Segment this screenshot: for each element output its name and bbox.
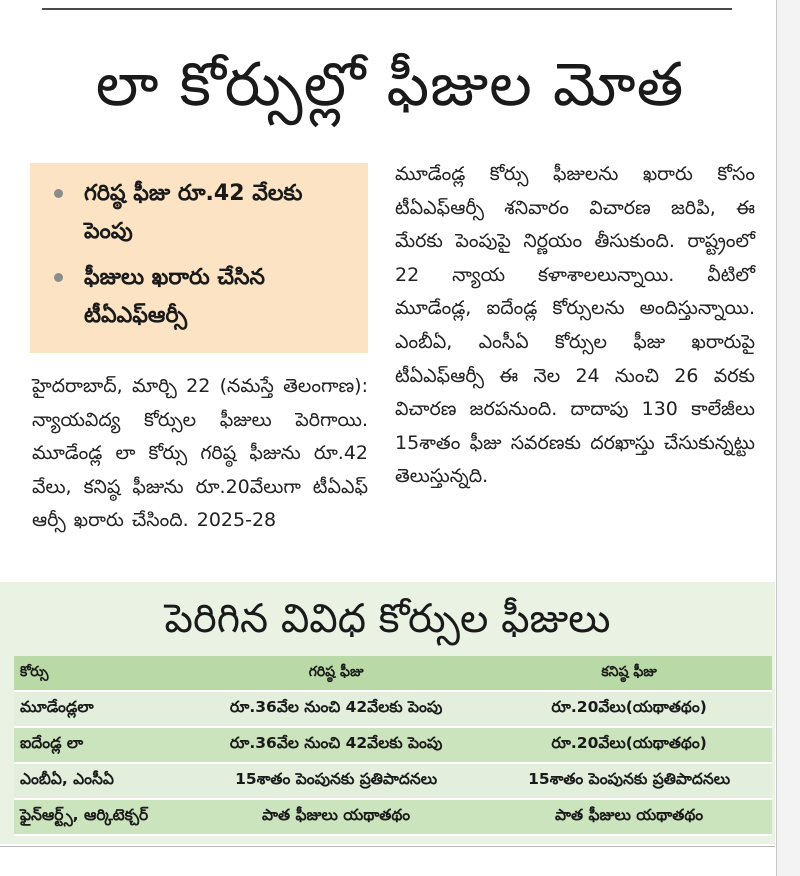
bottom-rule — [0, 846, 775, 847]
table-row — [14, 763, 772, 799]
bullet-icon — [54, 189, 63, 198]
article-right-column: మూడేండ్ల కోర్సు ఫీజులను ఖరారు కోసం టీఏఎఫ్‌ఆర్సీ శనివారం విచారణ జరిపి, ఈ మేరకు పెంపుపై నిర్ణయం తీసుకుంది. రాష్ట్రంలో 22 న్యాయ కళాశాలలున్నాయి. వీటిలో మూడేండ్ల, ఐదేండ్ల కోర్సులను అందిస్తున్నాయి. ఎంబీఏ, ఎంసీఏ కోర్సుల ఫీజు ఖరారుపై టీఏఎఫ్‌ఆర్సీ ఈ నెల 24 నుంచి 26 వరకు విచారణ జరపనుంది. దాదాపు 130 కాలేజీలు 15శాతం ఫీజు సవరణకు దరఖాస్తు చేసుకున్నట్టు తెలుస్తున్నది. — [395, 163, 755, 488]
cell-max-fee: రూ.36వేల నుంచి 42వేలకు పెంపు — [186, 691, 486, 727]
table-title: పెరిగిన వివిధ కోర్సుల ఫీజులు — [164, 596, 611, 642]
highlight-box — [30, 163, 368, 353]
header-course: కోర్సు — [14, 656, 186, 691]
header-max-fee: గరిష్ఠ ఫీజు — [186, 656, 486, 691]
page-edge — [776, 0, 800, 876]
cell-min-fee: 15శాతం పెంపునకు ప్రతిపాదనలు — [486, 763, 772, 799]
cell-max-fee: 15శాతం పెంపునకు ప్రతిపాదనలు — [186, 763, 486, 799]
fees-table-section — [0, 582, 775, 844]
cell-course: ఎంబీఏ, ఎంసీఏ — [14, 763, 186, 799]
header-min-fee: కనిష్ఠ ఫీజు — [486, 656, 772, 691]
highlight-text: గరిష్ఠ ఫీజు రూ.42 వేలకు పెంపు — [84, 181, 303, 244]
cell-max-fee: రూ.36వేల నుంచి 42వేలకు పెంపు — [186, 727, 486, 763]
highlight-text: ఫీజులు ఖరారు చేసిన టీఏఎఫ్ఆర్సీ — [84, 265, 265, 328]
cell-min-fee: పాత ఫీజులు యథాతథం — [486, 799, 772, 835]
highlight-item — [54, 259, 354, 335]
cell-min-fee: రూ.20వేలు(యథాతథం) — [486, 691, 772, 727]
table-row — [14, 727, 772, 763]
table-row — [14, 691, 772, 727]
article-left-column: హైదరాబాద్‌, మార్చి 22 (నమస్తే తెలంగాణ): న్యాయవిద్య కోర్సుల ఫీజులు పెరిగాయి. మూడేండ్ల లా కోర్సు గరిష్ఠ ఫీజును రూ.42 వేలు, కనిష్ఠ ఫీజును రూ.20వేలుగా టీఏఎఫ్‌ ఆర్సీ ఖరారు చేసింది. 2025-28 — [32, 375, 368, 532]
bullet-icon — [54, 273, 63, 282]
cell-course: ఫైన్‌ఆర్ట్స్, ఆర్కిటెక్చర్ — [14, 799, 186, 835]
table-header-row — [14, 656, 772, 691]
highlight-item — [54, 175, 354, 251]
fees-table — [14, 656, 772, 836]
headline: లా కోర్సుల్లో ఫీజుల మోత — [95, 50, 685, 120]
cell-course: ఐదేండ్ల లా — [14, 727, 186, 763]
cell-course: మూడేండ్లలా — [14, 691, 186, 727]
table-row — [14, 799, 772, 835]
top-rule — [42, 8, 732, 10]
cell-min-fee: రూ.20వేలు(యథాతథం) — [486, 727, 772, 763]
cell-max-fee: పాత ఫీజులు యథాతథం — [186, 799, 486, 835]
